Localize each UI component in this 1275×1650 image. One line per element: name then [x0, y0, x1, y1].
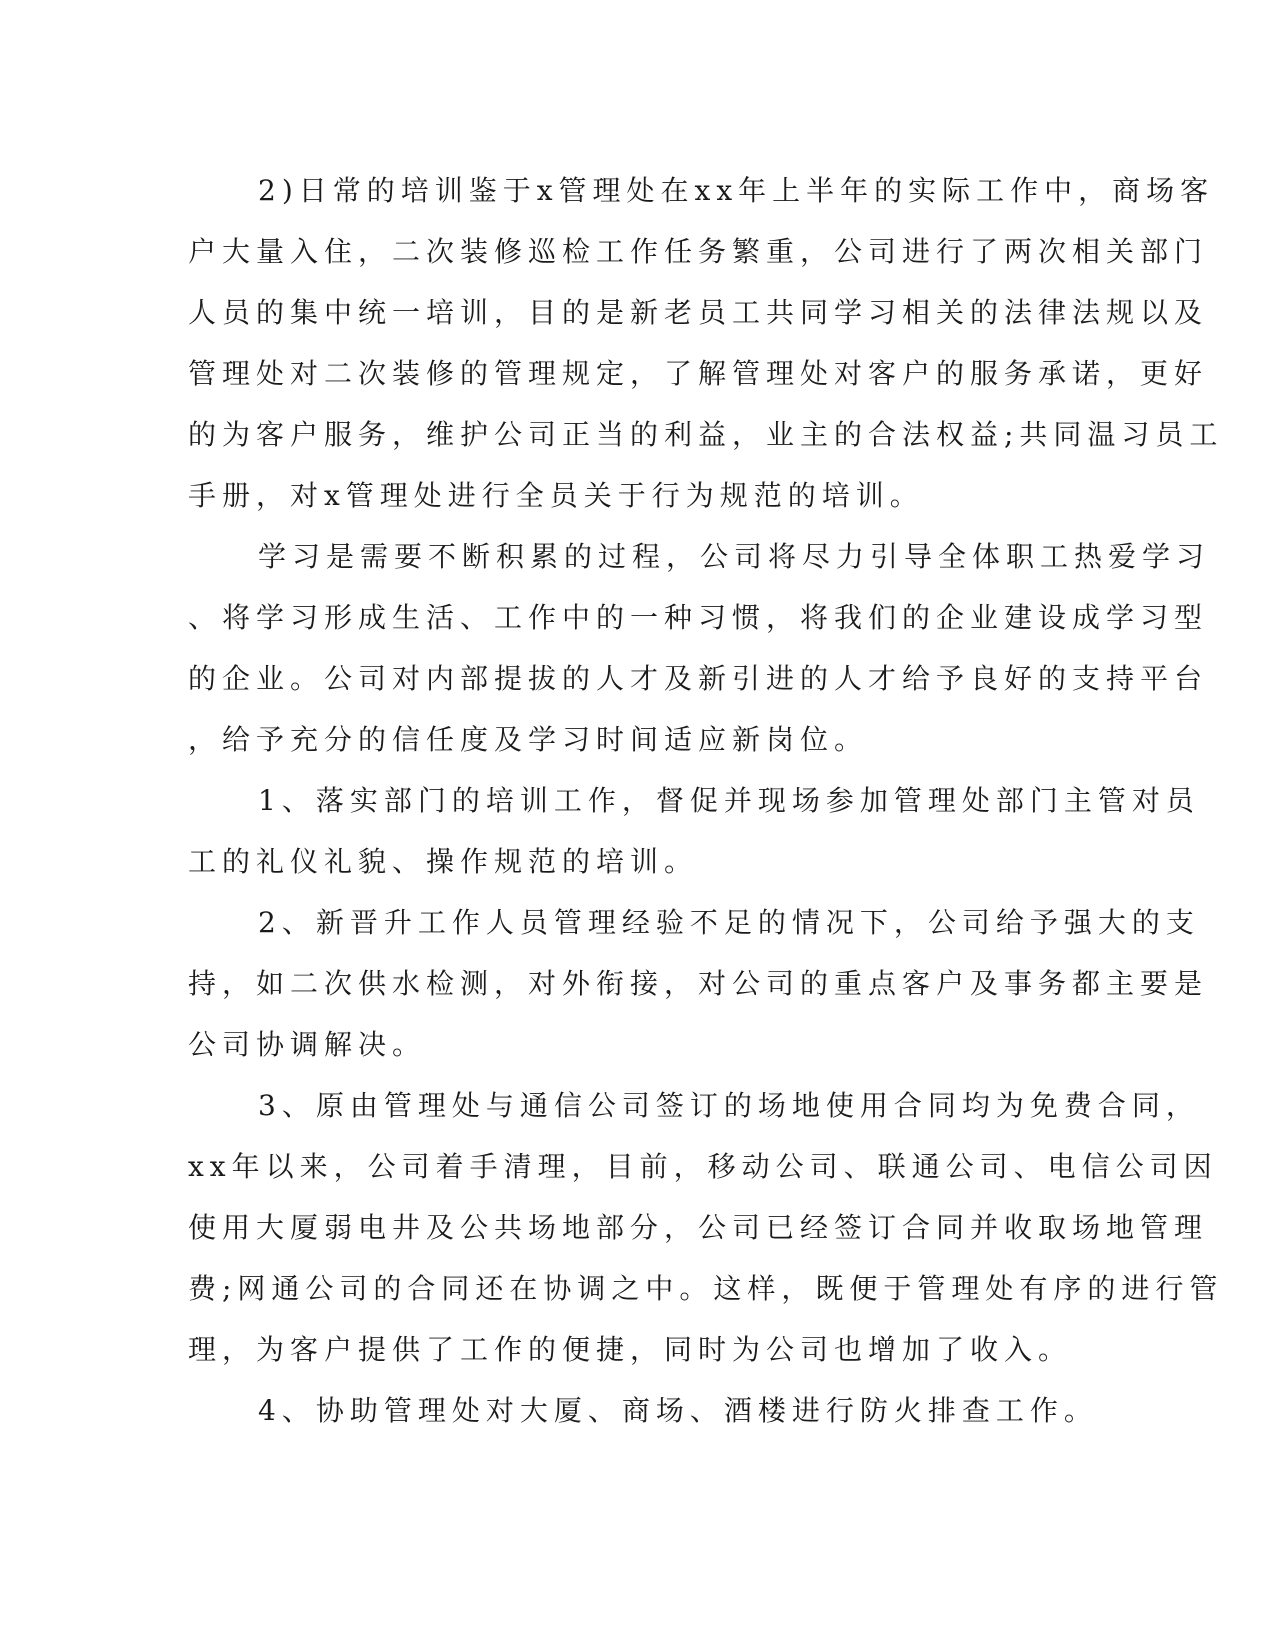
text-line: 费;网通公司的合同还在协调之中。这样，既便于管理处有序的进行管 [188, 1272, 1224, 1305]
text-line: 公司协调解决。 [188, 1028, 427, 1061]
document-body [188, 160, 1224, 1441]
text-line: 学习是需要不断积累的过程，公司将尽力引导全体职工热爱学习 [258, 540, 1211, 573]
text-line: 的企业。公司对内部提拔的人才及新引进的人才给予良好的支持平台 [188, 662, 1209, 695]
text-line: 持，如二次供水检测，对外衔接，对公司的重点客户及事务都主要是 [188, 967, 1209, 1000]
text-line: 的为客户服务，维护公司正当的利益，业主的合法权益;共同温习员工 [188, 418, 1224, 451]
text-line: 2、新晋升工作人员管理经验不足的情况下，公司给予强大的支 [258, 906, 1200, 939]
text-line: xx年以来，公司着手清理，目前，移动公司、联通公司、电信公司因 [188, 1150, 1218, 1183]
text-line: 管理处对二次装修的管理规定，了解管理处对客户的服务承诺，更好 [188, 357, 1209, 390]
text-line: 使用大厦弱电井及公共场地部分，公司已经签订合同并收取场地管理 [188, 1211, 1209, 1244]
text-line: 工的礼仪礼貌、操作规范的培训。 [188, 845, 699, 878]
text-line: 1、落实部门的培训工作，督促并现场参加管理处部门主管对员 [258, 784, 1200, 817]
text-line: 理，为客户提供了工作的便捷，同时为公司也增加了收入。 [188, 1333, 1073, 1366]
text-line: 、将学习形成生活、工作中的一种习惯，将我们的企业建设成学习型 [188, 601, 1209, 634]
text-line: 人员的集中统一培训，目的是新老员工共同学习相关的法律法规以及 [188, 296, 1209, 329]
text-line: 手册，对x管理处进行全员关于行为规范的培训。 [188, 479, 924, 512]
text-line: 3、原由管理处与通信公司签订的场地使用合同均为免费合同， [258, 1089, 1200, 1122]
text-line: 户大量入住，二次装修巡检工作任务繁重，公司进行了两次相关部门 [188, 235, 1209, 268]
text-line: 2)日常的培训鉴于x管理处在xx年上半年的实际工作中，商场客 [258, 174, 1215, 207]
text-line: ，给予充分的信任度及学习时间适应新岗位。 [188, 723, 869, 756]
text-line: 4、协助管理处对大厦、商场、酒楼进行防火排查工作。 [258, 1394, 1098, 1427]
